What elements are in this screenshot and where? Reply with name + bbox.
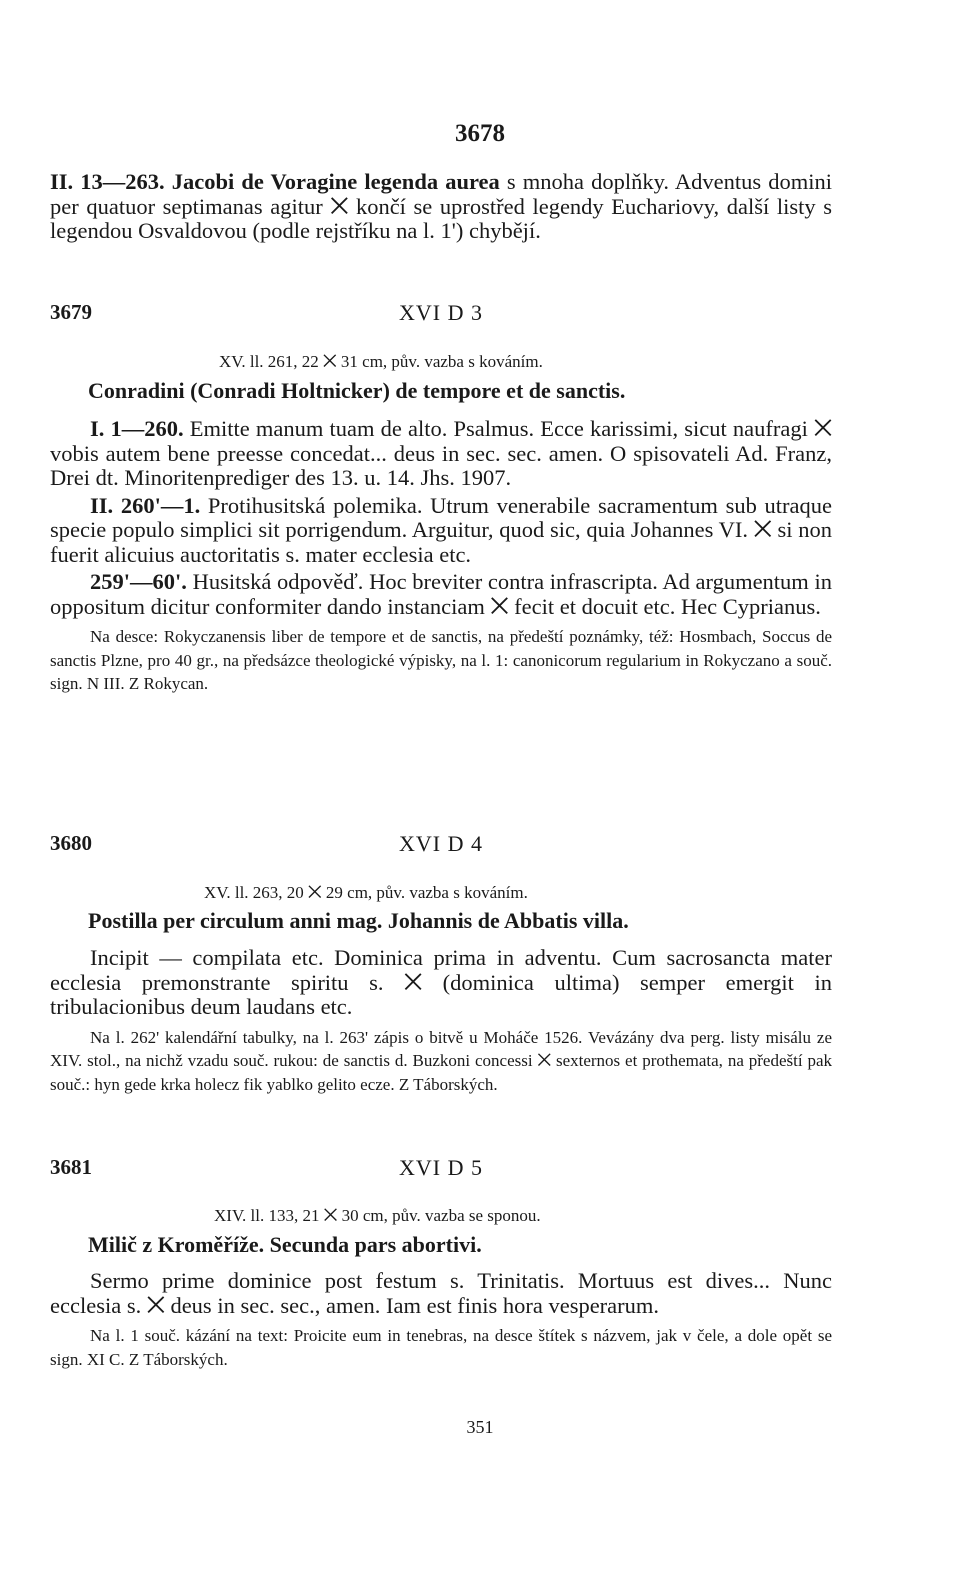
paragraph-text: Emitte manum tuam de alto. Psalmus. Ecce karissimi, sicut naufragi ⨉ vobis autem bene preesse concedat... deus in sec. sec. amen. O spisovateli Ad. Franz, Drei dt. Minoritenprediger des 13. u. 14. Jhs. 1907. xyxy=(50,416,832,490)
entry-title: Postilla per circulum anni mag. Johannis de Abbatis villa. xyxy=(88,908,629,933)
entry-3681-heading xyxy=(50,1155,832,1185)
entry-number: 3681 xyxy=(50,1155,92,1179)
entry-3680-body xyxy=(50,946,832,1096)
entry-number: 3680 xyxy=(50,831,92,855)
paragraph-text: Incipit — compilata etc. Dominica prima in adventu. Cum sacrosancta mater ecclesia premonstrante spiritu s. ⨉ (dominica ultima) semper emergit in tribulacionibus deum laudans etc. xyxy=(50,945,832,1019)
entry-note: Na l. 1 souč. kázání na text: Proicite eum in tenebras, na desce štítek s názvem, jak v čele, a dole opět se sign. XI C. Z Táborských. xyxy=(50,1326,832,1369)
entry-signature: XVI D 3 xyxy=(399,300,483,325)
entry-physical-description: XV. ll. 263, 20 ⨉ 29 cm, pův. vazba s kováním. xyxy=(204,883,528,902)
entry-number: 3679 xyxy=(50,300,92,324)
entry-paragraph xyxy=(50,946,832,1020)
entry-3678-continuation xyxy=(50,170,832,244)
entry-title: Milič z Kroměříže. Secunda pars abortivi. xyxy=(88,1232,482,1257)
entry-3680-heading xyxy=(50,831,832,861)
entry-note: Na l. 262' kalendářní tabulky, na l. 263' zápis o bitvě u Moháče 1526. Vevázány dva perg. listy misálu ze XIV. stol., na nichž vzadu souč. rukou: de sanctis d. Buzkoni concessi ⨉ sexternos et prothemata, na předeští pak souč.: hyn gede krka holecz fik yablko gelito ecze. Z Táborských. xyxy=(50,1027,832,1094)
entry-3679-heading xyxy=(50,300,832,330)
paragraph-lead: I. 1—260. xyxy=(90,416,184,441)
paragraph-text: Husitská odpověď. Hoc breviter contra infrascripta. Ad argumentum in oppositum dicitur conformiter dando instanciam ⨉ fecit et docuit etc. Hec Cyprianus. xyxy=(50,569,832,619)
entry-physical-description: XIV. ll. 133, 21 ⨉ 30 cm, pův. vazba se sponou. xyxy=(214,1206,541,1225)
entry-3678-lead: II. 13—263. Jacobi de Voragine legenda aurea xyxy=(50,169,500,194)
paragraph-text: Sermo prime dominice post festum s. Trinitatis. Mortuus est dives... Nunc ecclesia s. ⨉ deus in sec. sec., amen. Iam est finis hora vesperarum. xyxy=(50,1268,832,1318)
paragraph-lead: II. 260'—1. xyxy=(90,492,201,518)
entry-3678-body: s mnoha doplňky. Adventus domini per quatuor septimanas agitur ⨉ končí se uprostřed legendy Euchariovy, další listy s legendou Osvaldovou (podle rejstříku na l. 1') chybějí. xyxy=(50,169,832,243)
entry-title: Conradini (Conradi Holtnicker) de tempore et de sanctis. xyxy=(88,378,626,403)
entry-note: Na desce: Rokyczanensis liber de tempore et de sanctis, na předeští poznámky, též: Hosmbach, Soccus de sanctis Plzne, pro 40 gr., na předsázce theologické výpisky, na l. 1: canonicorum regularium in Rokyczano a souč. sign. N III. Z Rokycan. xyxy=(50,627,832,693)
entry-paragraph xyxy=(50,494,832,568)
entry-3679-body xyxy=(50,417,832,696)
entry-signature: XVI D 4 xyxy=(399,831,483,856)
entry-physical-description: XV. ll. 261, 22 ⨉ 31 cm, pův. vazba s kováním. xyxy=(219,352,543,371)
entry-paragraph xyxy=(50,570,832,619)
paragraph-text: Protihusitská polemika. Utrum venerabile sacramentum sub utraque specie populo simplici sit porrigendum. Arguitur, quod sic, quia Johannes VI. ⨉ si non fuerit alicuius auctoritatis s. mater ecclesia etc. xyxy=(50,492,832,567)
entry-paragraph xyxy=(50,417,832,491)
entry-3678-text xyxy=(50,170,832,244)
paragraph-lead: 259'—60'. xyxy=(90,569,187,594)
page-header-number: 3678 xyxy=(455,120,505,147)
page-footer-number: 351 xyxy=(466,1417,494,1437)
entry-paragraph xyxy=(50,1269,832,1318)
entry-3681-body xyxy=(50,1269,832,1371)
entry-signature: XVI D 5 xyxy=(399,1155,483,1180)
